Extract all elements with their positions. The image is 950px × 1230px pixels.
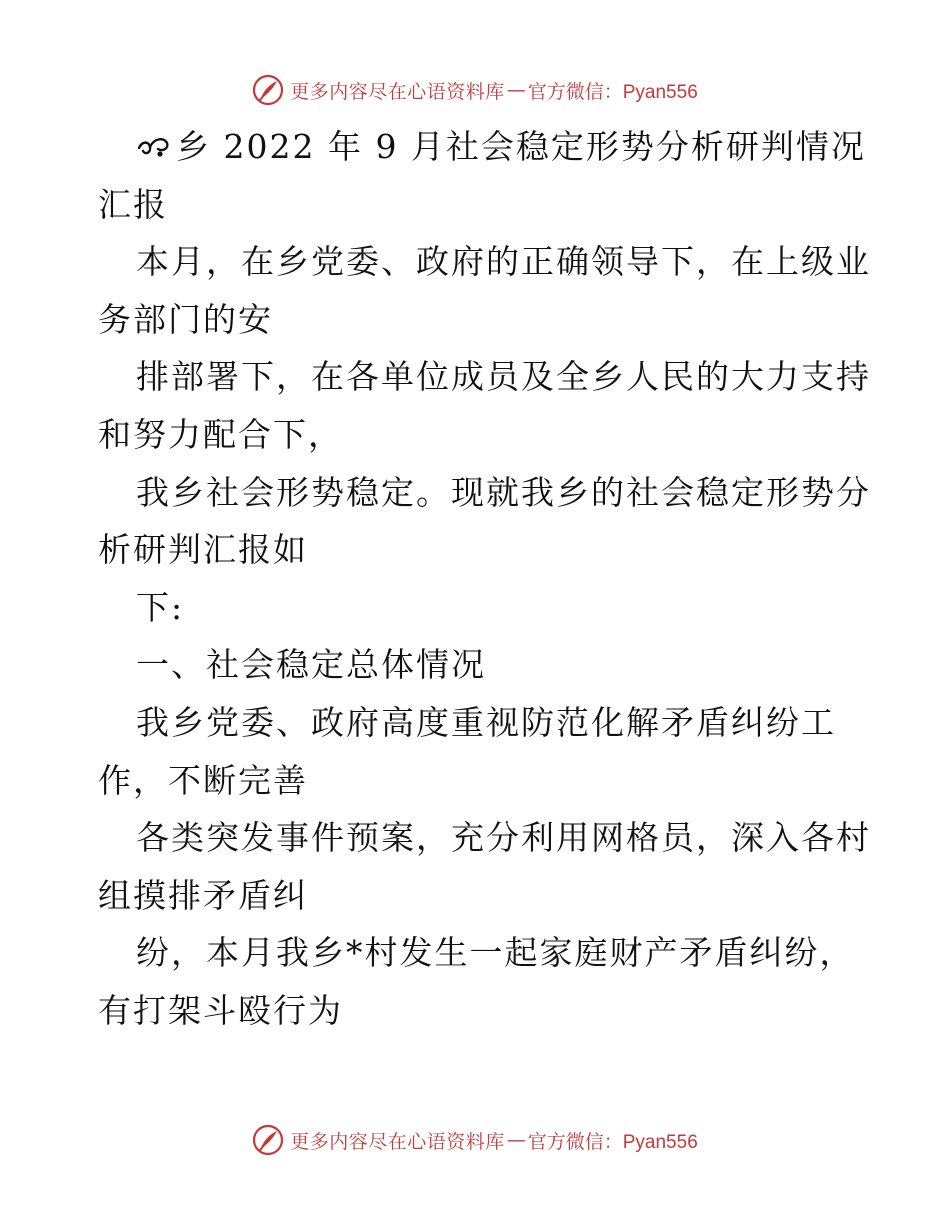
header-separator: — bbox=[506, 79, 526, 101]
footer-brand-text: 更多内容尽在心语资料库 bbox=[290, 1130, 505, 1153]
header-contact-text: 官方微信：Pyan556 bbox=[527, 81, 698, 103]
paragraph-line: 排部署下，在各单位成员及全乡人民的大力支持 bbox=[136, 357, 871, 397]
paragraph-line: 各类突发事件预案，充分利用网格员，深入各村 bbox=[136, 818, 871, 858]
header-brand-text: 更多内容尽在心语资料库 bbox=[290, 80, 505, 103]
ornament-glyph-icon bbox=[136, 132, 172, 162]
paragraph-line: 作，不断完善 bbox=[98, 760, 308, 800]
paragraph-line: 我乡社会形势稳定。现就我乡的社会稳定形势分 bbox=[136, 472, 871, 512]
document-body bbox=[98, 118, 871, 1040]
feather-pen-logo-icon bbox=[252, 1124, 284, 1156]
paragraph-line: 析研判汇报如 bbox=[98, 530, 308, 570]
footer-separator: — bbox=[506, 1129, 526, 1151]
document-title-text: 乡 2022 年 9 月社会稳定形势分析研判情况 bbox=[176, 127, 866, 166]
feather-pen-logo-icon bbox=[252, 74, 284, 106]
paragraph-line: 和努力配合下， bbox=[98, 414, 343, 454]
header-banner bbox=[0, 70, 950, 110]
document-title-line-2: 汇报 bbox=[98, 184, 168, 224]
footer-contact-text: 官方微信：Pyan556 bbox=[527, 1131, 698, 1153]
paragraph-line: 我乡党委、政府高度重视防范化解矛盾纠纷工 bbox=[136, 702, 836, 742]
paragraph-line: 纷，本月我乡*村发生一起家庭财产矛盾纠纷， bbox=[136, 933, 855, 973]
paragraph-line: 下: bbox=[136, 587, 185, 627]
document-title-line-1 bbox=[98, 118, 866, 176]
paragraph-line: 本月，在乡党委、政府的正确领导下，在上级业 bbox=[136, 242, 871, 282]
footer-banner bbox=[0, 1120, 950, 1160]
paragraph-line: 务部门的安 bbox=[98, 299, 273, 339]
paragraph-line: 组摸排矛盾纠 bbox=[98, 875, 308, 915]
section-heading: 一、社会稳定总体情况 bbox=[136, 645, 486, 685]
paragraph-line: 有打架斗殴行为 bbox=[98, 990, 343, 1030]
